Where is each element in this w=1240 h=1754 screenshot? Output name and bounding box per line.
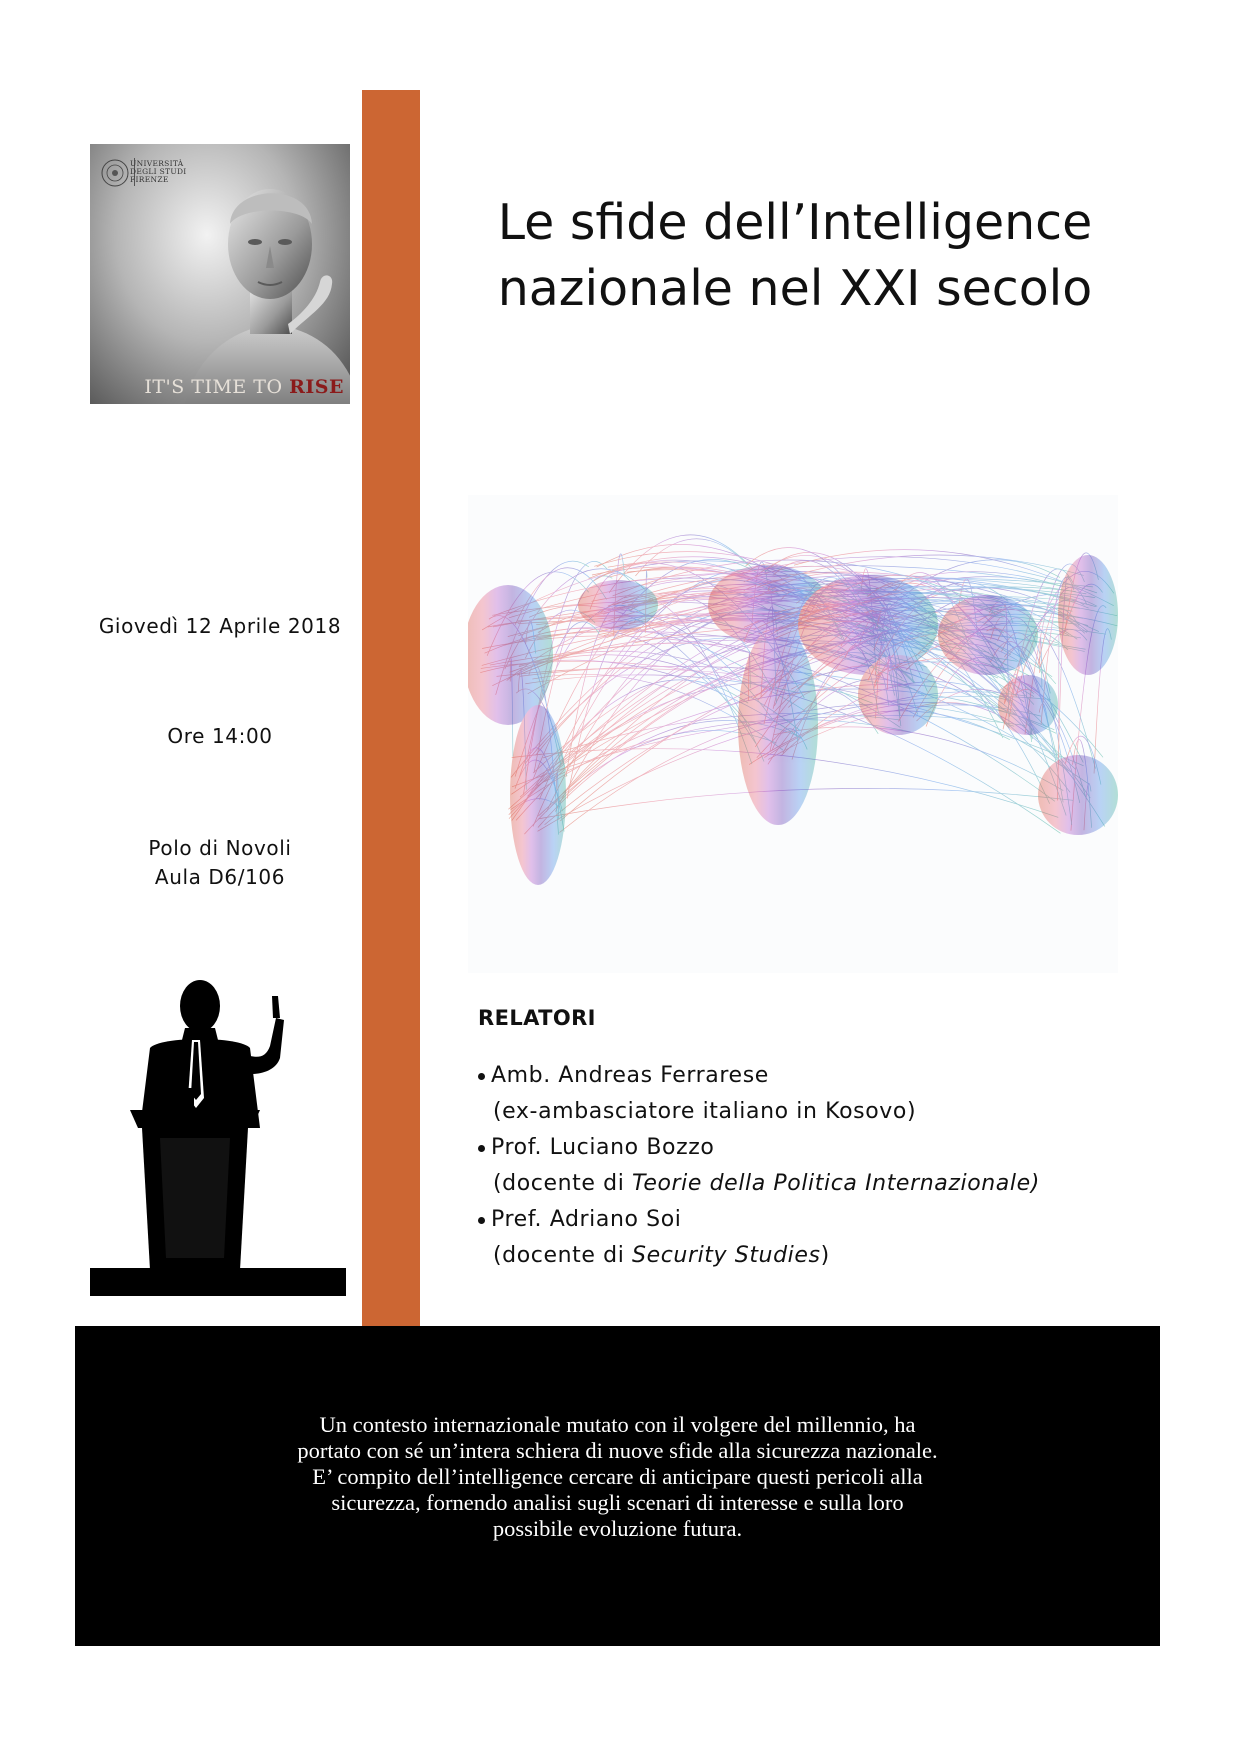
landmass-shape bbox=[858, 655, 938, 735]
page-title bbox=[470, 190, 1120, 322]
university-line: FIRENZE bbox=[130, 175, 169, 184]
landmass-shape bbox=[998, 675, 1058, 735]
speaker-detail-text: (docente di bbox=[493, 1171, 633, 1196]
speaker-detail bbox=[478, 1094, 1178, 1130]
description-line: E’ compito dell’intelligence cercare di anticipare questi pericoli alla bbox=[312, 1464, 923, 1489]
world-network-map-image bbox=[468, 495, 1118, 973]
speaker-name: Amb. Andreas Ferrarese bbox=[491, 1063, 769, 1088]
speaker-detail bbox=[478, 1166, 1178, 1202]
bullet-icon bbox=[478, 1145, 485, 1152]
university-line: DEGLI STUDI bbox=[130, 167, 187, 176]
university-line: UNIVERSITÀ bbox=[130, 159, 184, 168]
speaker-detail-italic: Teorie della Politica Internazionale) bbox=[632, 1171, 1040, 1196]
speaker-detail-italic: Security Studies bbox=[632, 1243, 821, 1268]
description-text bbox=[215, 1412, 1020, 1542]
university-seal-icon bbox=[100, 158, 130, 188]
event-time: Ore 14:00 bbox=[167, 724, 273, 748]
speaker-detail bbox=[478, 1238, 1178, 1274]
description-line: possibile evoluzione futura. bbox=[492, 1516, 743, 1541]
speaker-detail-text: (ex-ambasciatore italiano in Kosovo) bbox=[493, 1099, 917, 1124]
speaker-name: Prof. Luciano Bozzo bbox=[491, 1135, 715, 1160]
speaker-detail-suffix: ) bbox=[820, 1243, 830, 1268]
event-venue bbox=[90, 834, 350, 892]
world-network-map bbox=[468, 495, 1118, 973]
event-date: Giovedì 12 Aprile 2018 bbox=[98, 614, 342, 638]
title-line: nazionale nel XXI secolo bbox=[497, 260, 1093, 317]
speaker-name: Pref. Adriano Soi bbox=[491, 1207, 682, 1232]
description-panel bbox=[75, 1326, 1160, 1646]
bullet-icon bbox=[478, 1073, 485, 1080]
machiavelli-bust-image bbox=[170, 164, 350, 404]
description-line: portato con sé un’intera schiera di nuove sfide alla sicurezza nazionale. bbox=[297, 1438, 938, 1463]
landmass-shape bbox=[1058, 555, 1118, 675]
landmass-shape bbox=[938, 595, 1038, 675]
speaker-name-row bbox=[478, 1058, 1178, 1094]
landmass-shape bbox=[510, 705, 566, 885]
venue-line: Aula D6/106 bbox=[154, 865, 286, 889]
speaker-detail-text: (docente di bbox=[493, 1243, 633, 1268]
description-line: sicurezza, fornendo analisi sugli scenari di interesse e sulla loro bbox=[331, 1490, 904, 1515]
description-line: Un contesto internazionale mutato con il volgere del millennio, ha bbox=[319, 1412, 916, 1437]
title-line: Le sfide dell’Intelligence bbox=[497, 194, 1093, 251]
landmass-shape bbox=[1038, 755, 1118, 835]
speaker-name-row bbox=[478, 1202, 1178, 1238]
speakers-list bbox=[478, 1058, 1178, 1274]
venue-line: Polo di Novoli bbox=[148, 836, 292, 860]
logo-tagline bbox=[90, 376, 344, 398]
tagline-emphasis: RISE bbox=[289, 376, 344, 398]
accent-vertical-bar bbox=[362, 90, 420, 1328]
speaker-at-podium-icon bbox=[90, 978, 346, 1296]
bullet-icon bbox=[478, 1217, 485, 1224]
event-logo bbox=[90, 144, 350, 404]
tagline-text: IT'S TIME TO bbox=[144, 376, 290, 398]
speakers-heading: RELATORI bbox=[478, 1006, 596, 1030]
landmass-shape bbox=[738, 625, 818, 825]
speaker-name-row bbox=[478, 1130, 1178, 1166]
landmass-shape bbox=[578, 580, 658, 630]
